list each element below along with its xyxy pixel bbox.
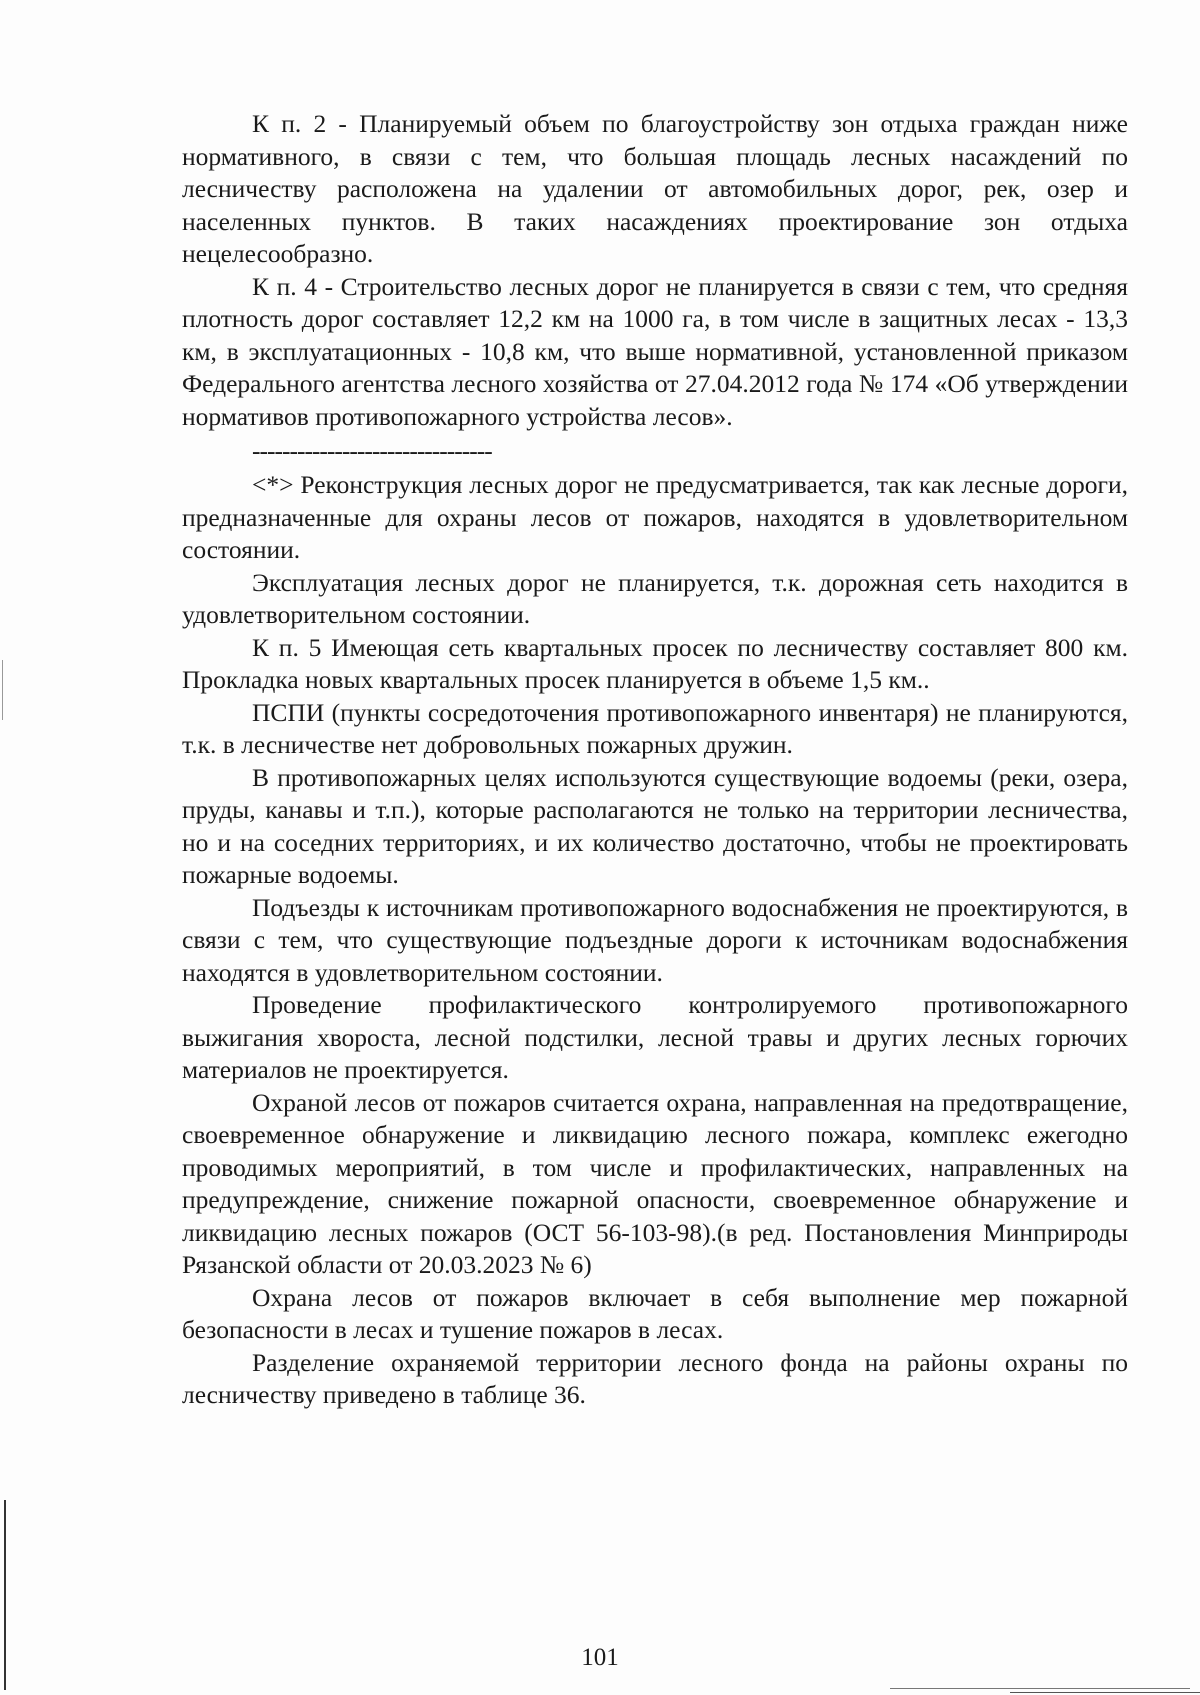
paragraph-pspi: ПСПИ (пункты сосредоточения противопожарного инвентаря) не планируются, т.к. в лесничестве нет добровольных пожарных дружин. xyxy=(182,697,1128,759)
paragraph-territory-division: Разделение охраняемой территории лесного фонда на районы охраны по лесничеству приведено в таблице 36. xyxy=(182,1347,1128,1409)
scan-bottom-line xyxy=(890,1688,1190,1689)
paragraph-item-4-roads: К п. 4 - Строительство лесных дорог не планируется в связи с тем, что средняя плотность дорог составляет 12,2 км на 1000 га, в том числе в защитных лесах - 13,3 км, в эксплуатационных - 10,8 км, что выше нормативной, установленной приказом Федерального агентства лесного хозяйства от 27.04.2012 года № 174 «Об утверждении нормативов противопожарного устройства лесов». xyxy=(182,271,1128,431)
document-body xyxy=(182,108,1128,1412)
paragraph-road-exploitation: Эксплуатация лесных дорог не планируется, т.к. дорожная сеть находится в удовлетворительном состоянии. xyxy=(182,567,1128,629)
paragraph-item-5-clearings: К п. 5 Имеющая сеть квартальных просек по лесничеству составляет 800 км. Прокладка новых квартальных просек планируется в объеме 1,5 км.. xyxy=(182,632,1128,694)
paragraph-access-roads: Подъезды к источникам противопожарного водоснабжения не проектируются, в связи с тем, что существующие подъездные дороги к источникам водоснабжения находятся в удовлетворительном состоянии. xyxy=(182,892,1128,987)
paragraph-fire-protection-includes: Охрана лесов от пожаров включает в себя выполнение мер пожарной безопасности в лесах и тушение пожаров в лесах. xyxy=(182,1282,1128,1344)
scan-bottom-line xyxy=(1010,1692,1200,1693)
paragraph-fire-protection-definition: Охраной лесов от пожаров считается охрана, направленная на предотвращение, своевременное обнаружение и ликвидацию лесного пожара, комплекс ежегодно проводимых мероприятий, в том числе и профилактических, направленных на предупреждение, снижение пожарной опасности, своевременное обнаружение и ликвидацию лесных пожаров (ОСТ 56-103-98).(в ред. Постановления Минприроды Рязанской области от 20.03.2023 № 6) xyxy=(182,1087,1128,1279)
paragraph-controlled-burning: Проведение профилактического контролируемого противопожарного выжигания хвороста, лесной подстилки, лесной травы и других лесных горючих материалов не проектируется. xyxy=(182,990,1128,1084)
paragraph-item-2-recreation: К п. 2 - Планируемый объем по благоустройству зон отдыха граждан ниже нормативного, в связи с тем, что большая площадь лесных насаждений по лесничеству расположена на удалении от автомобильных дорог, рек, озер и населенных пунктов. В таких насаждениях проектирование зон отдыха нецелесообразно. xyxy=(182,109,1128,268)
page-number: 101 xyxy=(581,1644,619,1671)
paragraph-water-bodies: В противопожарных целях используются существующие водоемы (реки, озера, пруды, канавы и т.п.), которые располагаются не только на территории лесничества, но и на соседних территориях, и их количество достаточно, чтобы не проектировать пожарные водоемы. xyxy=(182,762,1128,889)
scan-edge-mark xyxy=(2,660,3,720)
paragraph-footnote-reconstruction: <*> Реконструкция лесных дорог не предусматривается, так как лесные дороги, предназначенные для охраны лесов от пожаров, находятся в удовлетворительном состоянии. xyxy=(182,470,1128,564)
footnote-separator: -------------------------------- xyxy=(252,437,492,465)
